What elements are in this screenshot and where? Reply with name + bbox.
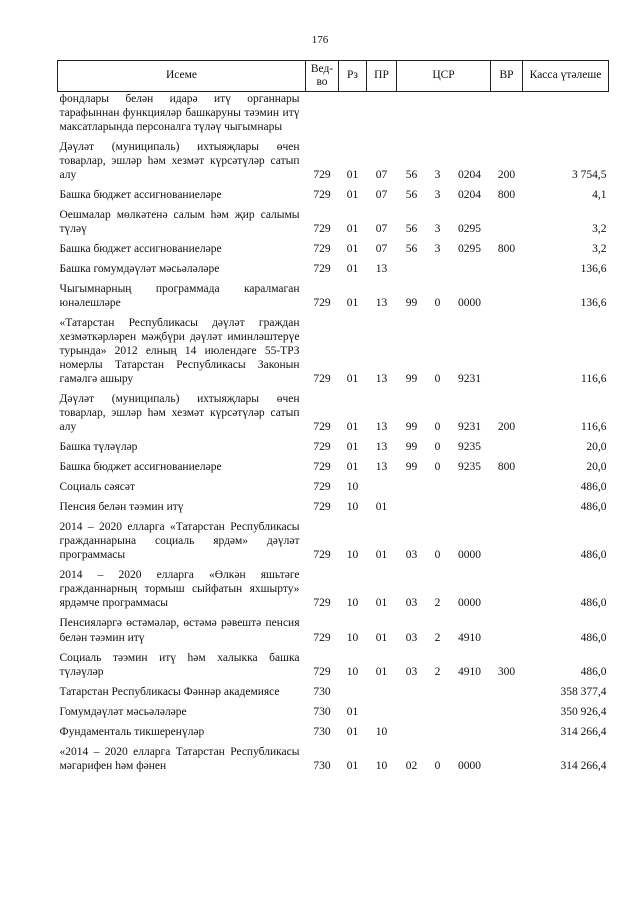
row-pr: 10 [375, 759, 388, 772]
row-csr2: 0 [434, 373, 441, 386]
table-row [58, 236, 609, 256]
row-csr1: 99 [405, 441, 418, 454]
row-name: Дәүләт (муниципаль) ихтыяҗлары өчен товарлар, эшләр һәм хезмәт күрсәтүләр сатып алу [59, 141, 300, 182]
row-name: Татарстан Республикасы Фәннәр академиясе [59, 685, 280, 698]
row-pr: 07 [375, 189, 388, 202]
row-vr: 200 [497, 169, 516, 182]
row-ved: 729 [313, 597, 331, 610]
row-rz: 10 [346, 631, 359, 644]
row-rz [339, 679, 367, 699]
row-csr1: 03 [405, 665, 418, 678]
row-csr2: 3 [434, 223, 441, 236]
row-pr: 01 [375, 665, 388, 678]
row-vr [491, 474, 523, 494]
header-ved: Вед-во [306, 61, 339, 92]
row-vr [491, 494, 523, 514]
row-csr1: 56 [405, 169, 418, 182]
row-pr [367, 679, 397, 699]
header-vr: ВР [491, 61, 523, 92]
row-vr [491, 610, 523, 644]
row-pr: 10 [375, 725, 388, 738]
row-rz: 10 [346, 665, 359, 678]
row-vr [491, 699, 523, 719]
row-name: Гомумдәүләт мәсьәләләре [59, 705, 187, 718]
row-csr3: 4910 [458, 631, 481, 644]
row-pr: 01 [375, 631, 388, 644]
row-ved: 729 [313, 441, 331, 454]
row-name: Башка бюджет ассигнованиеләре [59, 461, 222, 474]
row-name: 2014 – 2020 елларга «Татарстан Республикасы гражданнарына социаль ярдәм» дәүләт программасы [59, 521, 300, 562]
header-kassa: Касса үтәлеше [523, 61, 609, 92]
row-csr [397, 276, 491, 310]
row-rz: 01 [346, 759, 359, 772]
row-vr [491, 514, 523, 562]
row-name: 2014 – 2020 елларга «Өлкән яшьтәге гражданнарның тормыш сыйфатын яхшырту» ярдәмче программасы [59, 569, 300, 610]
row-kassa: 3 754,5 [572, 169, 607, 182]
row-kassa: 486,0 [580, 597, 607, 610]
row-rz: 10 [346, 481, 359, 494]
row-csr1: 56 [405, 189, 418, 202]
row-ved: 729 [313, 481, 331, 494]
row-ved: 729 [313, 189, 331, 202]
row-csr [397, 454, 491, 474]
row-kassa: 20,0 [586, 441, 607, 454]
row-csr [397, 739, 491, 773]
row-rz: 01 [346, 705, 359, 718]
row-csr [397, 699, 491, 719]
row-csr1: 03 [405, 631, 418, 644]
row-kassa: 358 377,4 [560, 685, 607, 698]
table-row [58, 562, 609, 610]
row-csr3: 0000 [458, 597, 481, 610]
row-rz: 10 [346, 501, 359, 514]
table-row [58, 719, 609, 739]
row-pr: 07 [375, 243, 388, 256]
row-ved: 729 [313, 243, 331, 256]
header-csr: ЦСР [397, 61, 491, 92]
row-pr: 13 [375, 461, 388, 474]
table-row [58, 679, 609, 699]
row-ved: 729 [313, 501, 331, 514]
table-row [58, 182, 609, 202]
row-vr [491, 276, 523, 310]
row-csr [397, 310, 491, 386]
row-csr [397, 134, 491, 182]
row-csr3: 9231 [458, 421, 481, 434]
row-csr2: 0 [434, 441, 441, 454]
row-rz: 01 [346, 373, 359, 386]
row-csr3: 0295 [458, 223, 481, 236]
row-rz: 01 [346, 725, 359, 738]
row-kassa: 3,2 [592, 243, 607, 256]
row-name: «2014 – 2020 елларга Татарстан Республикасы мәгарифен һәм фәнен [59, 745, 300, 772]
table-row [58, 739, 609, 773]
row-vr: 800 [497, 243, 516, 256]
table-row [58, 434, 609, 454]
row-vr [491, 92, 523, 135]
row-kassa: 136,6 [580, 297, 607, 310]
row-ved: 729 [313, 223, 331, 236]
row-name: Пенсияләргә өстәмәләр, өстәмә рәвештә пенсия белән тәэмин итү [59, 617, 300, 644]
row-csr1: 02 [405, 759, 418, 772]
row-pr: 13 [375, 421, 388, 434]
table-row [58, 256, 609, 276]
row-vr [491, 202, 523, 236]
budget-table [57, 60, 609, 773]
row-vr [491, 310, 523, 386]
row-ved: 730 [313, 759, 331, 772]
table-row [58, 645, 609, 679]
row-csr2: 2 [434, 631, 441, 644]
row-csr1: 03 [405, 597, 418, 610]
row-csr3: 9235 [458, 441, 481, 454]
row-vr: 200 [497, 421, 516, 434]
row-name: Оешмалар мөлкәтенә салым һәм җир салымы түләү [59, 209, 300, 236]
row-csr [397, 719, 491, 739]
row-kassa [523, 92, 609, 135]
row-csr2: 0 [434, 421, 441, 434]
row-ved: 729 [313, 631, 331, 644]
row-vr [491, 256, 523, 276]
row-csr3: 0000 [458, 297, 481, 310]
row-kassa: 486,0 [580, 501, 607, 514]
table-row [58, 514, 609, 562]
table-row [58, 699, 609, 719]
row-name: Дәүләт (муниципаль) ихтыяҗлары өчен товарлар, эшләр һәм хезмәт күрсәтүләр сатып алу [59, 393, 300, 434]
row-csr [397, 92, 491, 135]
row-pr: 13 [375, 297, 388, 310]
row-rz: 01 [346, 297, 359, 310]
row-csr2: 0 [434, 297, 441, 310]
table-row [58, 454, 609, 474]
row-csr3: 0204 [458, 189, 481, 202]
row-kassa: 486,0 [580, 631, 607, 644]
row-rz: 01 [346, 243, 359, 256]
row-vr [491, 434, 523, 454]
row-csr2: 3 [434, 243, 441, 256]
row-ved: 730 [313, 725, 331, 738]
row-name: Социаль тәэмин итү һәм халыкка башка түләүләр [59, 651, 300, 678]
row-kassa: 314 266,4 [560, 725, 607, 738]
table-header [58, 61, 609, 92]
row-csr1: 56 [405, 243, 418, 256]
row-kassa: 4,1 [592, 189, 607, 202]
row-pr: 01 [375, 549, 388, 562]
row-pr: 13 [375, 373, 388, 386]
row-vr: 300 [497, 665, 516, 678]
row-ved: 729 [313, 549, 331, 562]
row-rz: 01 [346, 421, 359, 434]
row-ved: 730 [313, 685, 331, 698]
row-csr1: 56 [405, 223, 418, 236]
row-rz: 01 [346, 263, 359, 276]
row-pr: 13 [375, 441, 388, 454]
row-vr [491, 679, 523, 699]
row-name: фондлары белән идарә итү органнары тарафыннан функцияләр башкаруны тәэмин итү максатларында персоналга түләү чыгымнары [59, 93, 300, 134]
row-csr1: 03 [405, 549, 418, 562]
row-ved: 729 [313, 665, 331, 678]
row-rz: 01 [346, 461, 359, 474]
row-kassa: 136,6 [580, 263, 607, 276]
row-ved: 730 [313, 705, 331, 718]
row-name: Фундаменталь тикшеренүләр [59, 725, 205, 738]
row-csr [397, 610, 491, 644]
row-vr [491, 562, 523, 610]
row-pr [367, 92, 397, 135]
row-kassa: 314 266,4 [560, 759, 607, 772]
row-csr3: 0000 [458, 759, 481, 772]
row-csr [397, 562, 491, 610]
page-number: 176 [311, 34, 329, 46]
row-csr1: 99 [405, 421, 418, 434]
row-name: Башка гомумдәүләт мәсьәләләре [59, 263, 220, 276]
row-csr3: 9231 [458, 373, 481, 386]
row-csr1: 99 [405, 373, 418, 386]
row-kassa: 116,6 [581, 373, 607, 386]
row-csr2: 3 [434, 189, 441, 202]
header-name: Исеме [58, 61, 306, 92]
row-vr: 800 [497, 189, 516, 202]
row-vr [491, 719, 523, 739]
row-kassa: 20,0 [586, 461, 607, 474]
row-pr [367, 699, 397, 719]
row-name: Башка бюджет ассигнованиеләре [59, 243, 222, 256]
row-csr1: 99 [405, 461, 418, 474]
row-kassa: 486,0 [580, 549, 607, 562]
table-row [58, 610, 609, 644]
row-csr [397, 645, 491, 679]
row-csr3: 4910 [458, 665, 481, 678]
row-pr: 01 [375, 597, 388, 610]
row-kassa: 486,0 [580, 665, 607, 678]
table-row [58, 386, 609, 434]
row-csr2: 2 [434, 665, 441, 678]
row-rz [339, 92, 367, 135]
table-row [58, 310, 609, 386]
row-name: Пенсия белән тәэмин итү [59, 501, 184, 514]
row-pr [367, 474, 397, 494]
row-vr: 800 [497, 461, 516, 474]
row-name: Башка түләүләр [59, 441, 138, 454]
row-csr2: 0 [434, 461, 441, 474]
row-name: Социаль сәясәт [59, 481, 136, 494]
row-name: «Татарстан Республикасы дәүләт граждан хезмәткәрләрен мәҗбүри дәүләт иминләштерүе турында» 2012 елның 14 июлендәге 55-ТРЗ номерлы Татарстан Республикасы Законын гамәлгә ашыру [59, 317, 300, 386]
header-rz: Рз [339, 61, 367, 92]
row-rz: 01 [346, 189, 359, 202]
row-vr [491, 739, 523, 773]
row-csr3: 9235 [458, 461, 481, 474]
table-row [58, 276, 609, 310]
row-name: Башка бюджет ассигнованиеләре [59, 189, 222, 202]
row-pr: 07 [375, 169, 388, 182]
row-kassa: 3,2 [592, 223, 607, 236]
row-csr [397, 474, 491, 494]
row-kassa: 486,0 [580, 481, 607, 494]
row-ved: 729 [313, 263, 331, 276]
row-csr2: 0 [434, 549, 441, 562]
row-csr3: 0204 [458, 169, 481, 182]
row-csr [397, 256, 491, 276]
table-row [58, 134, 609, 182]
row-pr: 01 [375, 501, 388, 514]
row-kassa: 350 926,4 [560, 705, 607, 718]
row-rz: 01 [346, 441, 359, 454]
row-csr [397, 236, 491, 256]
row-name: Чыгымнарның программада каралмаган юнәлешләре [59, 283, 300, 310]
row-ved: 729 [313, 373, 331, 386]
row-rz: 01 [346, 169, 359, 182]
row-csr [397, 494, 491, 514]
row-ved: 729 [313, 461, 331, 474]
row-csr2: 2 [434, 597, 441, 610]
row-csr [397, 202, 491, 236]
row-ved: 729 [313, 421, 331, 434]
row-rz: 01 [346, 223, 359, 236]
row-ved: 729 [313, 169, 331, 182]
row-csr [397, 514, 491, 562]
table-row [58, 202, 609, 236]
row-rz: 10 [346, 549, 359, 562]
row-kassa: 116,6 [581, 421, 607, 434]
row-csr [397, 182, 491, 202]
table-row [58, 474, 609, 494]
row-rz: 10 [346, 597, 359, 610]
row-csr [397, 386, 491, 434]
row-csr1: 99 [405, 297, 418, 310]
header-pr: ПР [367, 61, 397, 92]
row-pr: 07 [375, 223, 388, 236]
row-csr2: 3 [434, 169, 441, 182]
row-csr [397, 434, 491, 454]
row-csr [397, 679, 491, 699]
row-csr2: 0 [434, 759, 441, 772]
row-csr3: 0000 [458, 549, 481, 562]
row-ved [306, 92, 339, 135]
row-ved: 729 [313, 297, 331, 310]
row-pr: 13 [375, 263, 388, 276]
table-body [58, 92, 609, 773]
table-row [58, 92, 609, 135]
table-row [58, 494, 609, 514]
row-csr3: 0295 [458, 243, 481, 256]
